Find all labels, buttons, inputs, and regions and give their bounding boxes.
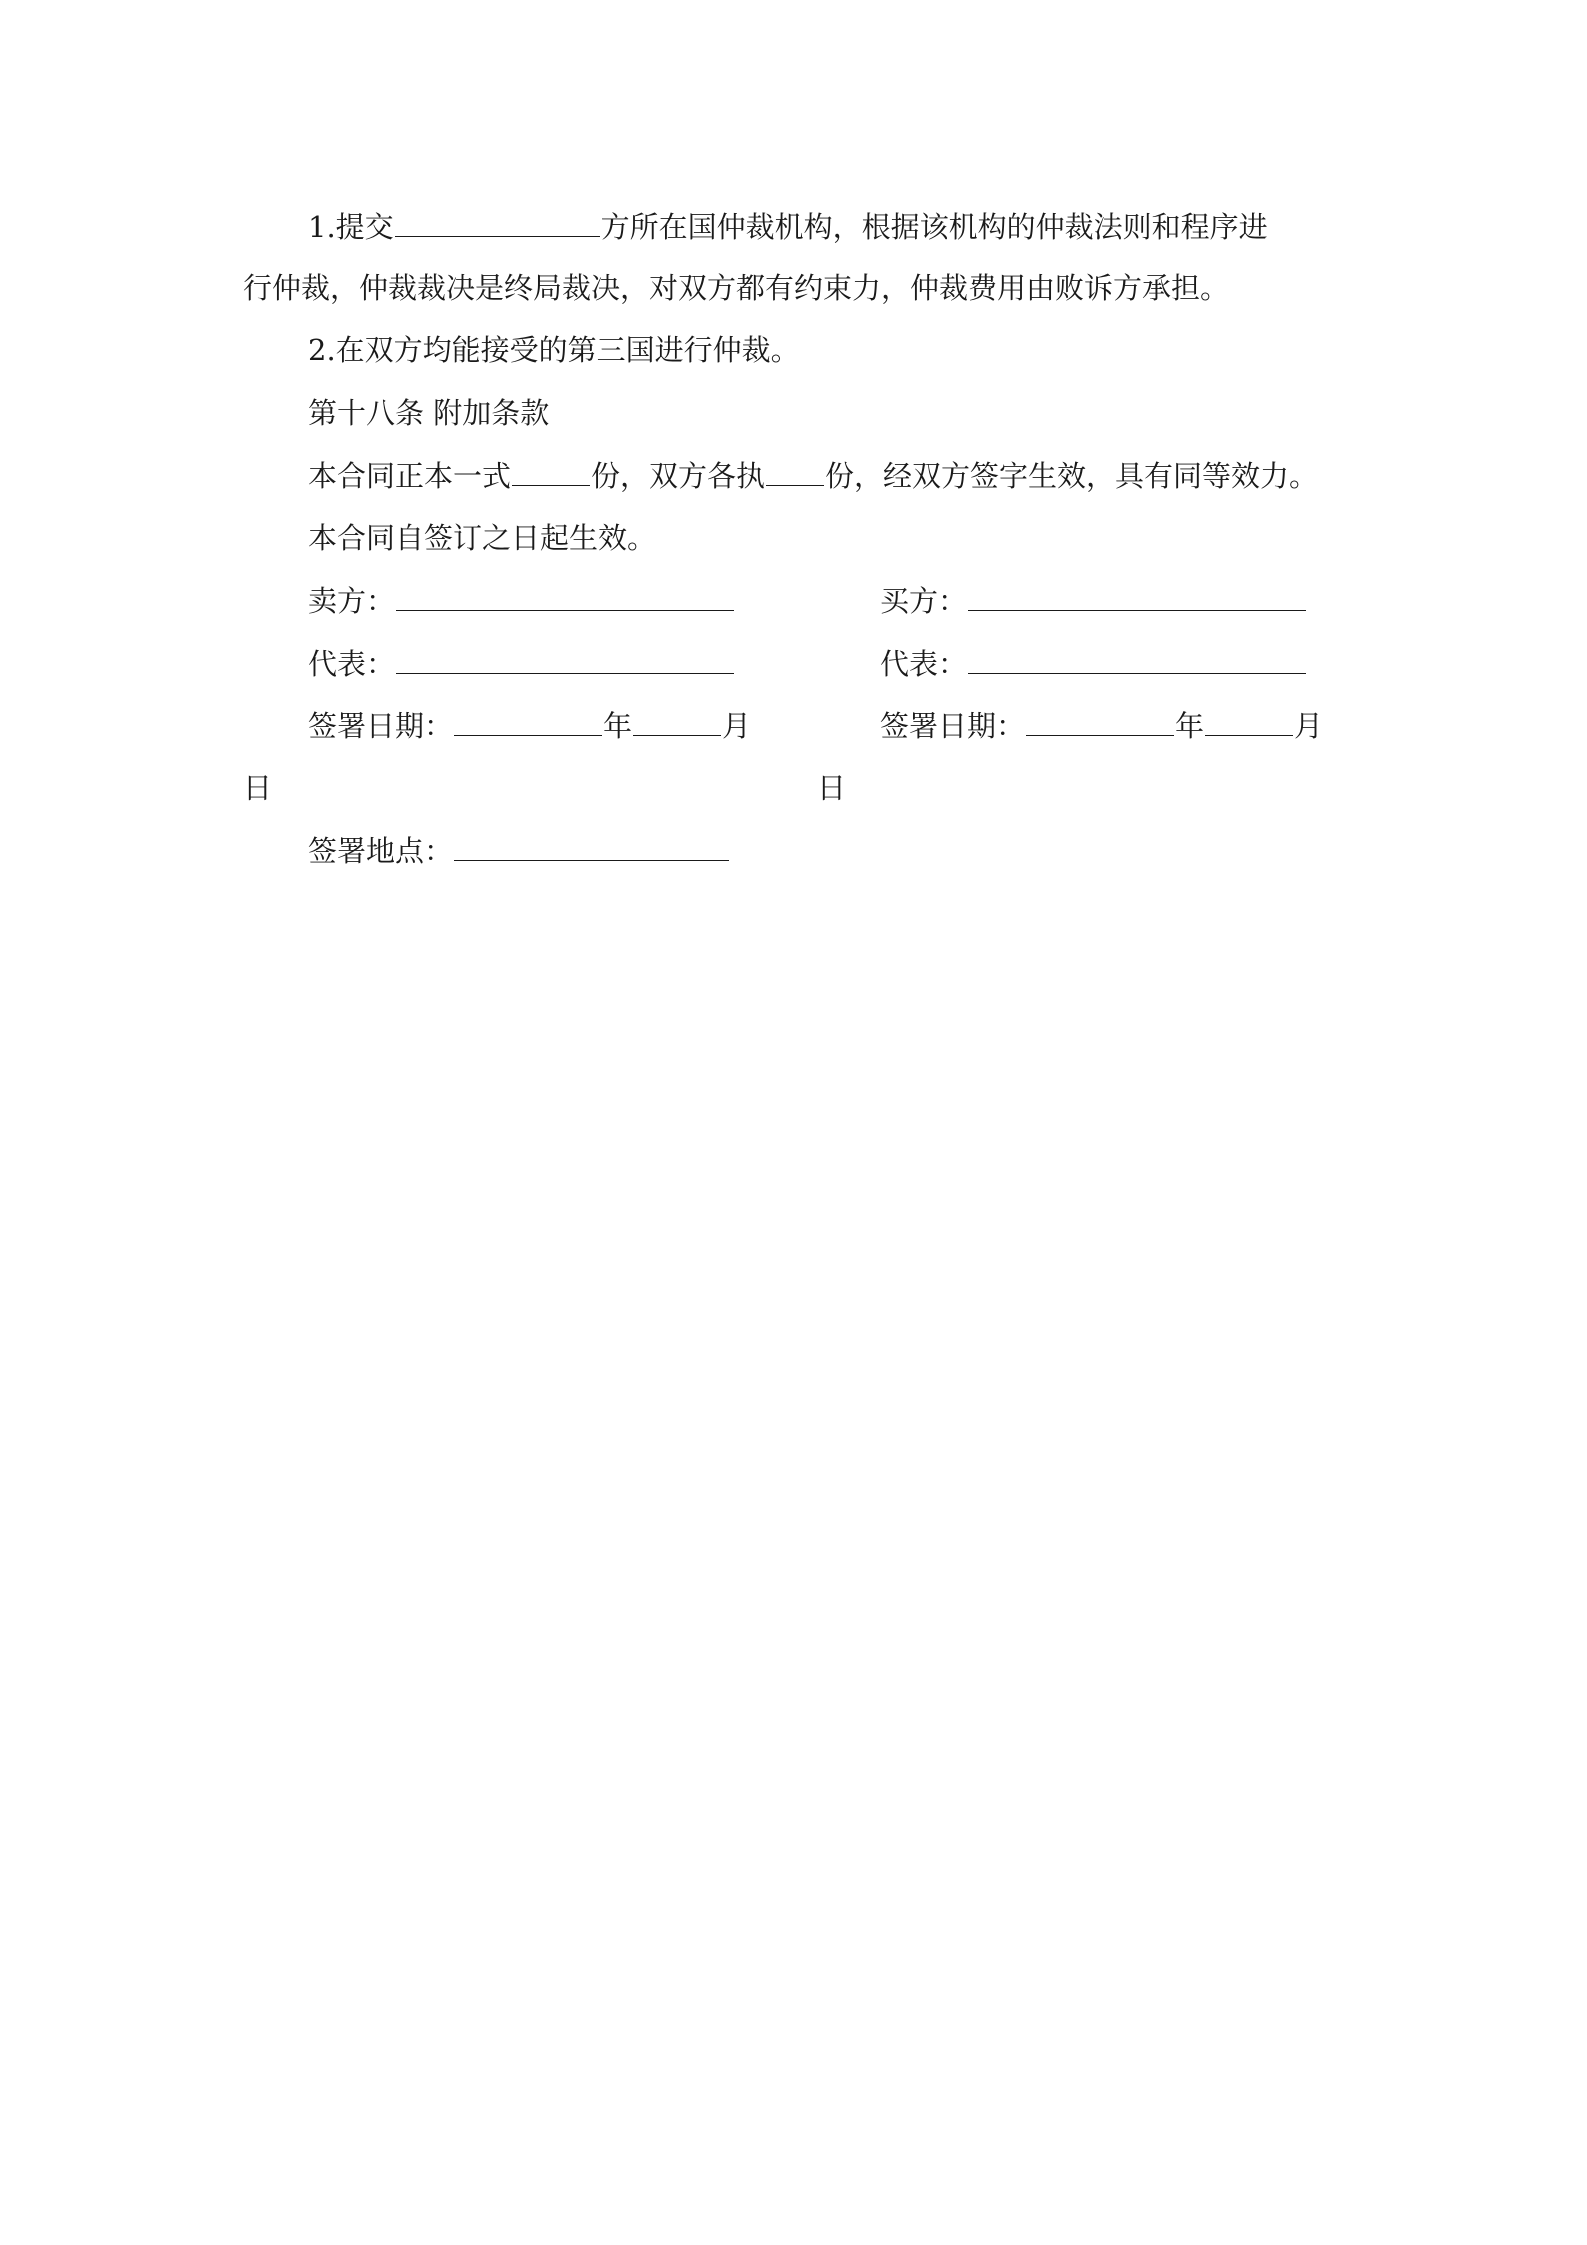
seller-month-blank — [633, 705, 721, 736]
effective-clause: 本合同自签订之日起生效。 — [308, 521, 657, 555]
seller-blank — [396, 580, 734, 611]
item1-suffix: 方所在国仲裁机构，根据该机构的仲裁法则和程序进 — [600, 210, 1268, 244]
copies-text-b: 份，双方各执 — [591, 459, 766, 493]
buyer-blank — [968, 580, 1306, 611]
seller-day-label: 日 — [243, 771, 273, 805]
buyer-line — [880, 580, 1307, 620]
seller-date-label: 签署日期： — [308, 709, 454, 743]
buyer-date-label: 签署日期： — [880, 709, 1026, 743]
each-copies-blank — [766, 455, 824, 486]
seller-date-line — [308, 705, 751, 745]
clause-18-heading: 第十八条 附加条款 — [308, 396, 550, 430]
seller-line — [308, 580, 735, 620]
place-blank — [454, 830, 729, 861]
buyer-date-line — [880, 705, 1323, 745]
copies-clause — [308, 455, 1318, 495]
buyer-rep-line — [880, 643, 1307, 683]
arbitration-item-1-continued: 行仲裁，仲裁裁决是终局裁决，对双方都有约束力，仲裁费用由败诉方承担。 — [243, 271, 1230, 305]
seller-label: 卖方： — [308, 584, 396, 618]
seller-year-blank — [454, 705, 602, 736]
buyer-year-label: 年 — [1175, 709, 1205, 743]
arbitration-item-2: 2.在双方均能接受的第三国进行仲裁。 — [308, 333, 800, 367]
seller-rep-line — [308, 643, 735, 683]
place-line — [308, 830, 730, 870]
buyer-year-blank — [1026, 705, 1174, 736]
place-label: 签署地点： — [308, 834, 454, 868]
buyer-month-label: 月 — [1294, 709, 1324, 743]
arbitration-item-1 — [308, 206, 1268, 246]
seller-rep-label: 代表： — [308, 647, 396, 681]
buyer-month-blank — [1205, 705, 1293, 736]
buyer-rep-label: 代表： — [880, 647, 968, 681]
seller-rep-blank — [396, 643, 734, 674]
seller-year-label: 年 — [603, 709, 633, 743]
party-blank — [395, 206, 600, 237]
item1-prefix: 1.提交 — [308, 210, 394, 244]
buyer-rep-blank — [968, 643, 1306, 674]
total-copies-blank — [512, 455, 590, 486]
buyer-label: 买方： — [880, 584, 968, 618]
buyer-day-label: 日 — [817, 771, 847, 805]
seller-month-label: 月 — [722, 709, 752, 743]
copies-text-c: 份，经双方签字生效，具有同等效力。 — [825, 459, 1319, 493]
copies-text-a: 本合同正本一式 — [308, 459, 512, 493]
